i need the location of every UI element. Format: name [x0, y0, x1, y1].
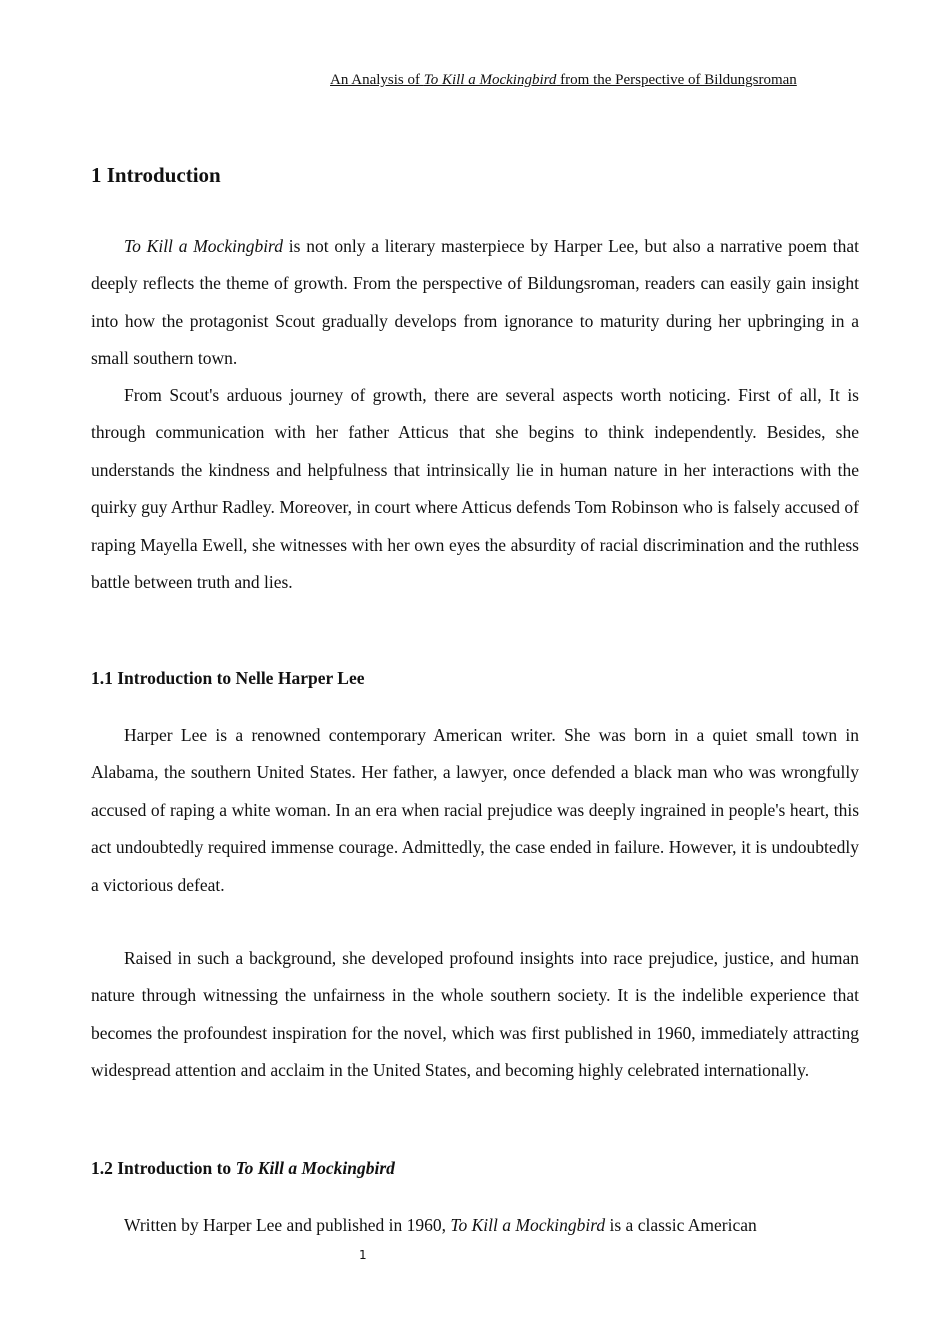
section-1-2-heading — [91, 1156, 395, 1180]
section-1-1-heading: 1.1 Introduction to Nelle Harper Lee — [91, 668, 365, 688]
section-1-paragraph-2: From Scout's arduous journey of growth, there are several aspects worth noticing. First of all, It is through communication with her father Atticus that she begins to think independently. Besides, she understands the kindness and helpfulness that intrinsically lie in human nature in her interactions with the quirky guy Arthur Radley. Moreover, in court where Atticus defends Tom Robinson who is falsely accused of raping Mayella Ewell, she witnesses with her own eyes the absurdity of racial discrimination and the ruthless battle between truth and lies. — [91, 385, 859, 593]
paragraph-text-after: is a classic American — [605, 1215, 757, 1235]
book-title: To Kill a Mockingbird — [124, 236, 283, 256]
section-1-1-paragraph-1: Harper Lee is a renowned contemporary American writer. She was born in a quiet small town in Alabama, the southern United States. Her father, a lawyer, once defended a black man who was wrongfully accused of raping a white woman. In an era when racial prejudice was deeply ingrained in people's heart, this act undoubtedly required immense courage. Admittedly, the case ended in failure. However, it is undoubtedly a victorious defeat. — [91, 725, 859, 895]
running-header-title: To Kill a Mockingbird — [423, 72, 557, 88]
paragraph-text-before: Written by Harper Lee and published in 1960, — [124, 1215, 451, 1235]
section-1-heading: 1 Introduction — [91, 163, 221, 187]
section-1-1-paragraph-2: Raised in such a background, she developed profound insights into race prejudice, justice, and human nature through witnessing the unfairness in the whole southern society. It is the indelible experience that becomes the profoundest inspiration for the novel, which was first published in 1960, immediately attracting widespread attention and acclaim in the United States, and becoming highly celebrated internationally. — [91, 948, 859, 1081]
running-header-prefix: An Analysis of — [330, 72, 424, 88]
running-header-suffix: from the Perspective of Bildungsroman — [556, 72, 797, 88]
running-header — [330, 70, 868, 90]
section-1-2-heading-title: To Kill a Mockingbird — [235, 1158, 395, 1178]
section-1-2-heading-prefix: 1.2 Introduction to — [91, 1158, 236, 1178]
page-number: 1 — [359, 1248, 367, 1262]
paragraph-text: is not only a literary masterpiece by Harper Lee, but also a narrative poem that deeply reflects the theme of growth. From the perspective of Bildungsroman, readers can easily gain insight into how the protagonist Scout gradually develops from ignorance to maturity during her upbringing in a small southern town. — [91, 236, 859, 369]
section-1-2-paragraph-1 — [91, 1207, 859, 1244]
book-title: To Kill a Mockingbird — [450, 1215, 606, 1235]
section-1-paragraph-1 — [91, 228, 859, 378]
